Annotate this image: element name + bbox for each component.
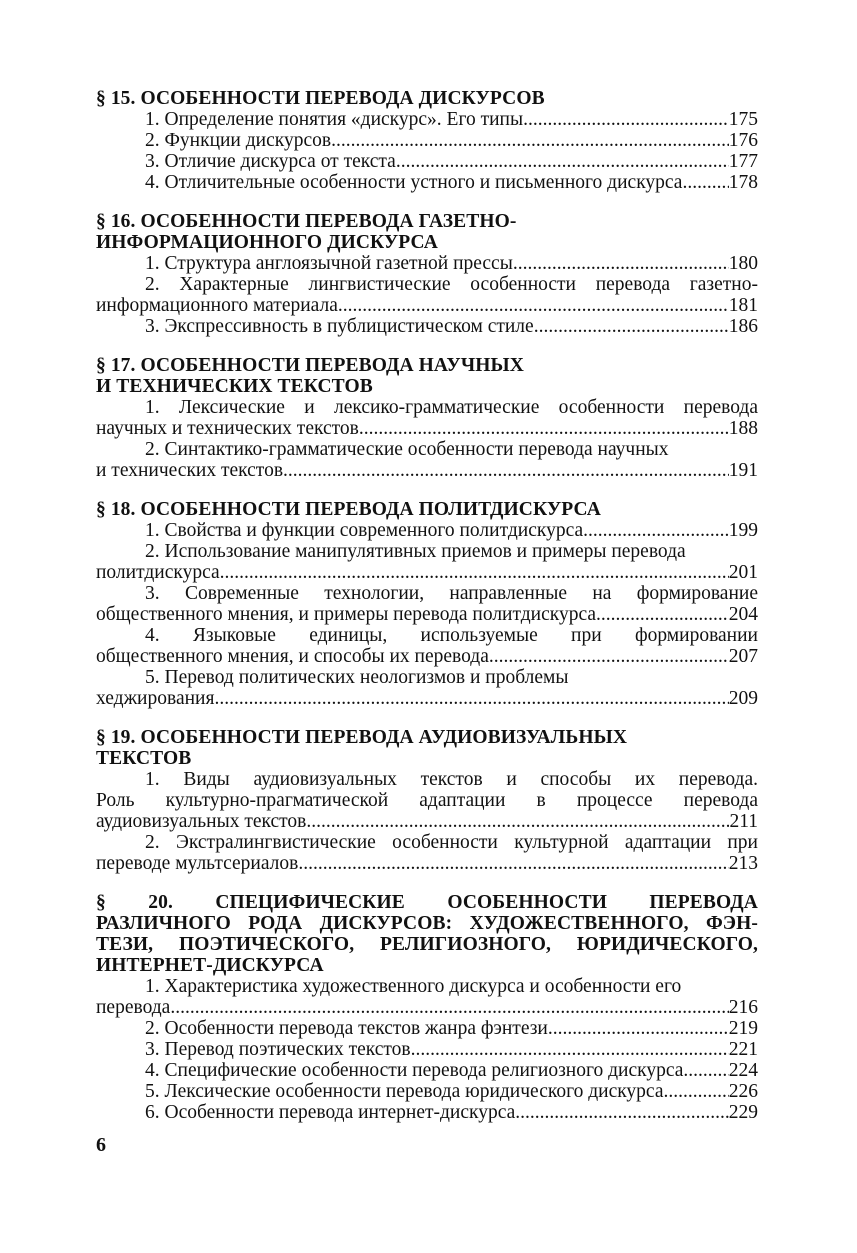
entry-page: 180 xyxy=(728,253,758,274)
toc-entry xyxy=(96,541,758,583)
entry-page: 224 xyxy=(728,1060,758,1081)
toc-section-19 xyxy=(96,727,758,874)
toc-entry xyxy=(96,1060,758,1081)
section-heading: § 18. ОСОБЕННОСТИ ПЕРЕВОДА ПОЛИТДИСКУРСА xyxy=(96,499,601,520)
toc-entry xyxy=(96,109,758,130)
entry-title: 2. Экстралингвистические особенности культурной адаптации при xyxy=(145,832,758,853)
toc-entry xyxy=(96,583,758,625)
toc-entry xyxy=(96,520,758,541)
leader-dots xyxy=(683,1060,728,1081)
leader-dots xyxy=(583,520,729,541)
toc-entry xyxy=(96,1018,758,1039)
entry-page: 178 xyxy=(728,172,758,193)
entry-page: 177 xyxy=(728,151,758,172)
leader-dots xyxy=(396,151,729,172)
entry-page: 199 xyxy=(728,520,758,541)
entry-title-cont: аудиовизуальных текстов xyxy=(96,811,307,832)
entry-page: 216 xyxy=(728,997,758,1018)
entry-title: 3. Перевод поэтических текстов xyxy=(145,1039,411,1060)
leader-dots xyxy=(411,1039,729,1060)
entry-title-cont: информационного материала xyxy=(96,295,338,316)
entry-title-cont: научных и технических текстов xyxy=(96,418,359,439)
entry-title: 2. Особенности перевода текстов жанра фэнтези xyxy=(145,1018,548,1039)
entry-page: 175 xyxy=(728,109,758,130)
entry-page: 176 xyxy=(728,130,758,151)
leader-dots xyxy=(298,853,728,874)
toc-entry xyxy=(96,151,758,172)
leader-dots xyxy=(596,604,729,625)
toc-entry xyxy=(96,1039,758,1060)
entry-title: 2. Функции дискурсов xyxy=(145,130,332,151)
toc-entry xyxy=(96,397,758,439)
entry-page: 201 xyxy=(728,562,758,583)
entry-page: 221 xyxy=(728,1039,758,1060)
toc-entry xyxy=(96,976,758,1018)
leader-dots xyxy=(515,1102,728,1123)
toc-entry xyxy=(96,316,758,337)
toc-section-20 xyxy=(96,892,758,1123)
section-heading: § 15. ОСОБЕННОСТИ ПЕРЕВОДА ДИСКУРСОВ xyxy=(96,88,545,109)
entry-page: 209 xyxy=(728,688,758,709)
entry-title: 1. Характеристика художественного дискурса и особенности его xyxy=(145,976,682,997)
leader-dots xyxy=(306,811,729,832)
leader-dots xyxy=(214,688,728,709)
entry-title: 3. Экспрессивность в публицистическом стиле xyxy=(145,316,534,337)
leader-dots xyxy=(513,253,729,274)
entry-title: 4. Специфические особенности перевода религиозного дискурса xyxy=(145,1060,684,1081)
leader-dots xyxy=(548,1018,729,1039)
entry-title-cont: переводе мультсериалов xyxy=(96,853,299,874)
toc-entry xyxy=(96,1081,758,1102)
section-heading: § 16. ОСОБЕННОСТИ ПЕРЕВОДА ГАЗЕТНО- ИНФОРМАЦИОННОГО ДИСКУРСА xyxy=(96,211,517,253)
entry-title: 1. Лексические и лексико-грамматические особенности перевода xyxy=(145,397,758,418)
toc-entry xyxy=(96,253,758,274)
toc-entry xyxy=(96,130,758,151)
table-of-contents xyxy=(96,88,758,1141)
page-number: 6 xyxy=(96,1134,106,1156)
leader-dots xyxy=(220,562,729,583)
toc-entry xyxy=(96,274,758,316)
entry-title: 5. Перевод политических неологизмов и проблемы xyxy=(145,667,569,688)
toc-entry xyxy=(96,769,758,832)
entry-title: 1. Структура англоязычной газетной прессы xyxy=(145,253,513,274)
entry-page: 204 xyxy=(728,604,758,625)
leader-dots xyxy=(331,130,729,151)
entry-title: 6. Особенности перевода интернет-дискурса xyxy=(145,1102,516,1123)
leader-dots xyxy=(534,316,729,337)
entry-page: 186 xyxy=(728,316,758,337)
toc-entry xyxy=(96,625,758,667)
leader-dots xyxy=(338,295,729,316)
entry-page: 229 xyxy=(728,1102,758,1123)
entry-page: 191 xyxy=(728,460,758,481)
entry-title: 2. Характерные лингвистические особенности перевода газетно- xyxy=(145,274,758,295)
entry-page: 211 xyxy=(729,811,758,832)
toc-entry xyxy=(96,1102,758,1123)
entry-title-cont: общественного мнения, и способы их перевода xyxy=(96,646,489,667)
entry-page: 181 xyxy=(728,295,758,316)
entry-title: 3. Отличие дискурса от текста xyxy=(145,151,396,172)
entry-title-cont: хеджирования xyxy=(96,688,215,709)
entry-title: 5. Лексические особенности перевода юридического дискурса xyxy=(145,1081,664,1102)
entry-page: 226 xyxy=(728,1081,758,1102)
entry-title: 1. Свойства и функции современного политдискурса xyxy=(145,520,584,541)
leader-dots xyxy=(283,460,729,481)
entry-page: 213 xyxy=(728,853,758,874)
entry-page: 219 xyxy=(728,1018,758,1039)
entry-title-cont: политдискурса xyxy=(96,562,220,583)
toc-entry xyxy=(96,439,758,481)
leader-dots xyxy=(359,418,729,439)
toc-entry xyxy=(96,832,758,874)
entry-page: 207 xyxy=(728,646,758,667)
toc-section-17 xyxy=(96,355,758,481)
entry-page: 188 xyxy=(728,418,758,439)
entry-title-cont: перевода xyxy=(96,997,171,1018)
leader-dots xyxy=(523,109,729,130)
section-heading: § 20. СПЕЦИФИЧЕСКИЕ ОСОБЕННОСТИ ПЕРЕВОДА РАЗЛИЧНОГО РОДА ДИСКУРСОВ: ХУДОЖЕСТВЕННОГО, ФЭН- ТЕЗИ, ПОЭТИЧЕСКОГО, РЕЛИГИОЗНОГО, ЮРИДИЧЕСКОГО, ИНТЕРНЕТ-ДИСКУРСА xyxy=(96,892,758,976)
entry-title-cont: и технических текстов xyxy=(96,460,284,481)
entry-title: 1. Виды аудиовизуальных текстов и способы их перевода. xyxy=(145,769,758,790)
entry-title: 2. Использование манипулятивных приемов и примеры перевода xyxy=(145,541,686,562)
entry-title-cont: Роль культурно-прагматической адаптации в процессе перевода xyxy=(96,790,758,811)
entry-title: 2. Синтактико-грамматические особенности перевода научных xyxy=(145,439,669,460)
entry-title: 4. Отличительные особенности устного и письменного дискурса xyxy=(145,172,683,193)
entry-title-cont: общественного мнения, и примеры перевода политдискурса xyxy=(96,604,597,625)
toc-section-18 xyxy=(96,499,758,709)
entry-title: 1. Определение понятия «дискурс». Его типы xyxy=(145,109,524,130)
entry-title: 3. Современные технологии, направленные на формирование xyxy=(145,583,758,604)
leader-dots xyxy=(489,646,729,667)
toc-section-15 xyxy=(96,88,758,193)
section-heading: § 19. ОСОБЕННОСТИ ПЕРЕВОДА АУДИОВИЗУАЛЬНЫХ ТЕКСТОВ xyxy=(96,727,628,769)
entry-title: 4. Языковые единицы, используемые при формировании xyxy=(145,625,758,646)
leader-dots xyxy=(663,1081,728,1102)
toc-entry xyxy=(96,667,758,709)
toc-section-16 xyxy=(96,211,758,337)
leader-dots xyxy=(682,172,728,193)
leader-dots xyxy=(170,997,728,1018)
section-heading: § 17. ОСОБЕННОСТИ ПЕРЕВОДА НАУЧНЫХ И ТЕХНИЧЕСКИХ ТЕКСТОВ xyxy=(96,355,524,397)
toc-entry xyxy=(96,172,758,193)
